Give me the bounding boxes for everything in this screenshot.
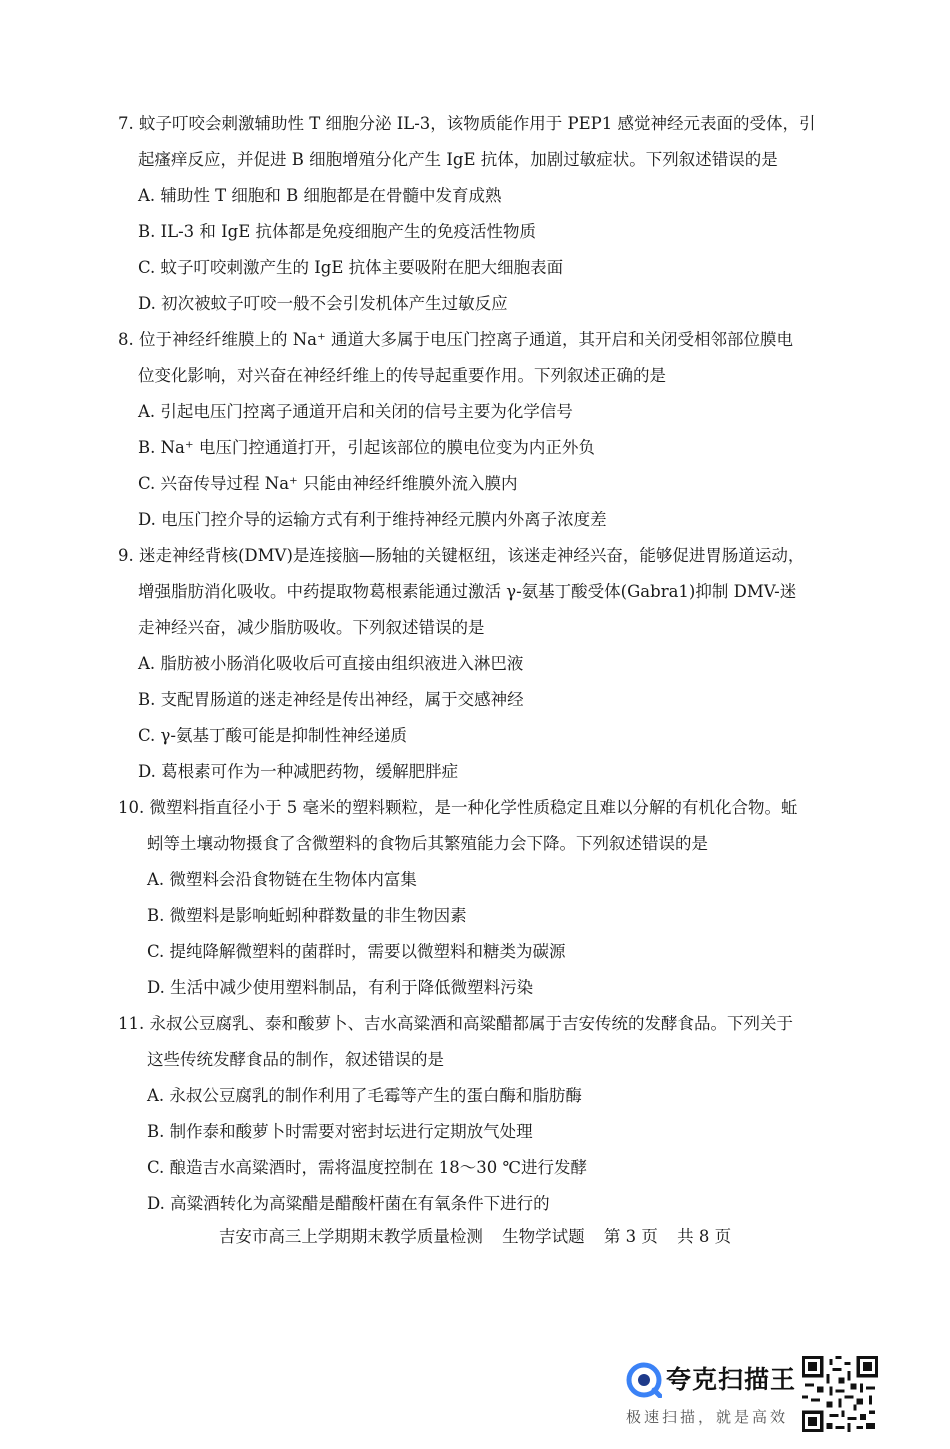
exam-title: 吉安市高三上学期期末教学质量检测 bbox=[218, 1227, 483, 1246]
question-10 bbox=[118, 790, 833, 1006]
question-11-option-d: D. 高粱酒转化为高粱醋是醋酸杆菌在有氧条件下进行的 bbox=[147, 1194, 550, 1213]
question-8-option-c: C. 兴奋传导过程 Na⁺ 只能由神经纤维膜外流入膜内 bbox=[138, 474, 518, 493]
question-9-stem-line-1: 9. 迷走神经背核(DMV)是连接脑—肠轴的关键枢纽，该迷走神经兴奋，能够促进胃肠道运动， bbox=[118, 546, 805, 565]
question-11-option-b: B. 制作泰和酸萝卜时需要对密封坛进行定期放气处理 bbox=[147, 1122, 533, 1141]
question-10-option-b: B. 微塑料是影响蚯蚓种群数量的非生物因素 bbox=[147, 906, 467, 925]
question-9-option-a: A. 脂肪被小肠消化吸收后可直接由组织液进入淋巴液 bbox=[138, 654, 524, 673]
question-10-option-a: A. 微塑料会沿食物链在生物体内富集 bbox=[147, 870, 417, 889]
question-7-stem-line-1: 7. 蚊子叮咬会刺激辅助性 T 细胞分泌 IL-3，该物质能作用于 PEP1 感觉神经元表面的受体，引 bbox=[118, 114, 816, 133]
question-10-option-c: C. 提纯降解微塑料的菌群时，需要以微塑料和糖类为碳源 bbox=[147, 942, 566, 961]
question-9-option-d: D. 葛根素可作为一种减肥药物，缓解肥胖症 bbox=[138, 762, 459, 781]
question-8-option-d: D. 电压门控介导的运输方式有利于维持神经元膜内外离子浓度差 bbox=[138, 510, 607, 529]
question-9-stem-line-3: 走神经兴奋，减少脂肪吸收。下列叙述错误的是 bbox=[138, 618, 485, 637]
question-list bbox=[118, 106, 833, 1222]
question-7-option-c: C. 蚊子叮咬刺激产生的 IgE 抗体主要吸附在肥大细胞表面 bbox=[138, 258, 564, 277]
question-11-option-c: C. 酿造吉水高粱酒时，需将温度控制在 18～30 ℃进行发酵 bbox=[147, 1158, 587, 1177]
question-11 bbox=[118, 1006, 833, 1222]
question-7 bbox=[118, 106, 833, 322]
question-11-stem-line-1: 11. 永叔公豆腐乳、泰和酸萝卜、吉水高粱酒和高粱醋都属于吉安传统的发酵食品。下列关于 bbox=[118, 1014, 793, 1033]
question-8-stem-line-1: 8. 位于神经纤维膜上的 Na⁺ 通道大多属于电压门控离子通道，其开启和关闭受相邻部位膜电 bbox=[118, 330, 793, 349]
qr-code-icon bbox=[802, 1356, 878, 1432]
question-10-option-d: D. 生活中减少使用塑料制品，有利于降低微塑料污染 bbox=[147, 978, 534, 997]
subject-name: 生物学试题 bbox=[502, 1227, 585, 1246]
brand-slogan: 极速扫描，就是高效 bbox=[626, 1408, 789, 1426]
question-9-stem-line-2: 增强脂肪消化吸收。中药提取物葛根素能通过激活 γ-氨基丁酸受体(Gabra1)抑制 DMV-迷 bbox=[138, 582, 797, 601]
question-10-stem-line-1: 10. 微塑料指直径小于 5 毫米的塑料颗粒，是一种化学性质稳定且难以分解的有机化合物。蚯 bbox=[118, 798, 798, 817]
question-8-option-a: A. 引起电压门控离子通道开启和关闭的信号主要为化学信号 bbox=[138, 402, 573, 421]
question-11-option-a: A. 永叔公豆腐乳的制作利用了毛霉等产生的蛋白酶和脂肪酶 bbox=[147, 1086, 582, 1105]
question-8-option-b: B. Na⁺ 电压门控通道打开，引起该部位的膜电位变为内正外负 bbox=[138, 438, 595, 457]
question-9-option-c: C. γ-氨基丁酸可能是抑制性神经递质 bbox=[138, 726, 407, 745]
brand-name: 夸克扫描王 bbox=[666, 1365, 797, 1394]
question-8 bbox=[118, 322, 833, 538]
question-7-option-d: D. 初次被蚊子叮咬一般不会引发机体产生过敏反应 bbox=[138, 294, 508, 313]
question-7-option-a: A. 辅助性 T 细胞和 B 细胞都是在骨髓中发育成熟 bbox=[138, 186, 502, 205]
question-10-stem-line-2: 蚓等土壤动物摄食了含微塑料的食物后其繁殖能力会下降。下列叙述错误的是 bbox=[147, 834, 708, 853]
quark-logo-icon bbox=[626, 1362, 662, 1398]
question-8-stem-line-2: 位变化影响，对兴奋在神经纤维上的传导起重要作用。下列叙述正确的是 bbox=[138, 366, 666, 385]
question-9 bbox=[118, 538, 833, 790]
question-7-option-b: B. IL-3 和 IgE 抗体都是免疫细胞产生的免疫活性物质 bbox=[138, 222, 537, 241]
scanner-watermark bbox=[622, 1356, 800, 1432]
page-footer bbox=[0, 1223, 950, 1251]
total-pages: 共 8 页 bbox=[677, 1227, 732, 1246]
question-9-option-b: B. 支配胃肠道的迷走神经是传出神经，属于交感神经 bbox=[138, 690, 524, 709]
question-11-stem-line-2: 这些传统发酵食品的制作，叙述错误的是 bbox=[147, 1050, 444, 1069]
page-number: 第 3 页 bbox=[603, 1227, 658, 1246]
question-7-stem-line-2: 起瘙痒反应，并促进 B 细胞增殖分化产生 IgE 抗体，加剧过敏症状。下列叙述错误的是 bbox=[138, 150, 778, 169]
